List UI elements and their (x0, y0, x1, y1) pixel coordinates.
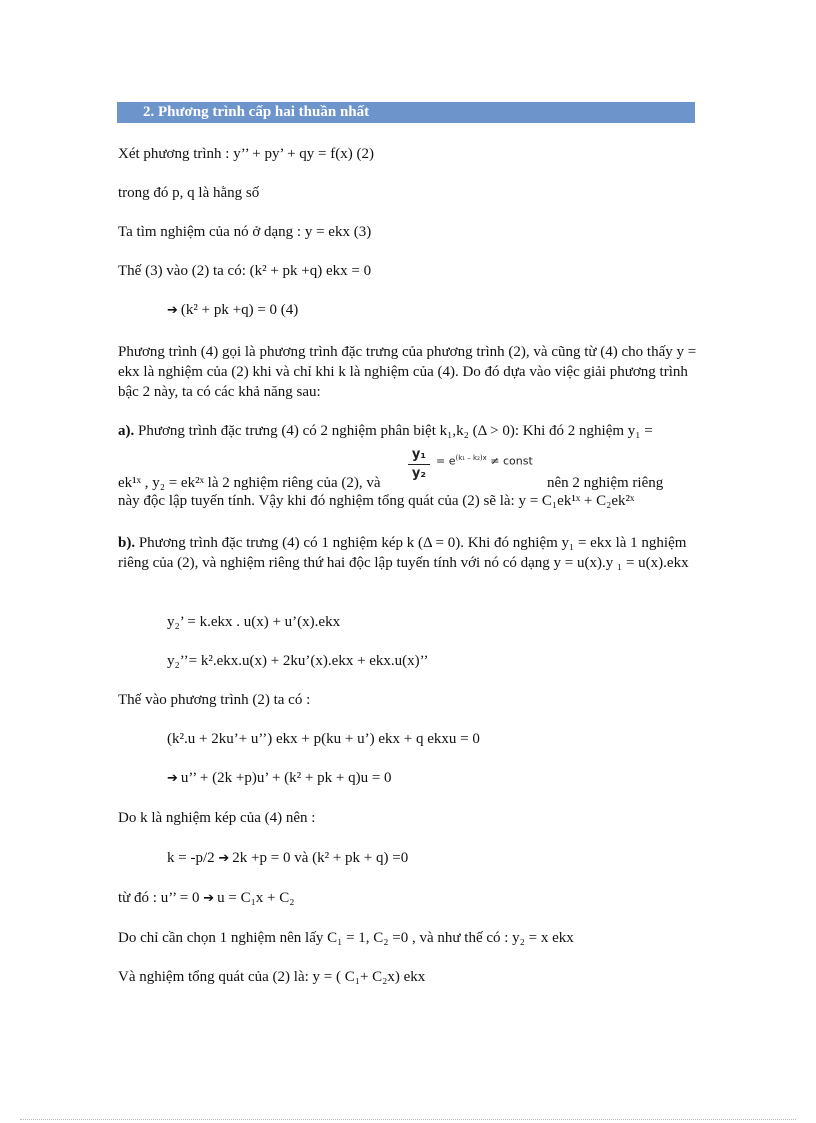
equation-text: u’’ + (2k +p)u’ + (k² + pk + q)u = 0 (180, 770, 392, 786)
fraction (408, 446, 430, 483)
case-a-line-3: này độc lập tuyến tính. Vậy khi đó nghiệm tổng quát của (2) sẽ là: y = C₁ek¹ˣ + C₂ek²ˣ (118, 493, 635, 509)
equation-line-1: Xét phương trình : y’’ + py’ + qy = f(x) (2) (118, 146, 374, 162)
case-a-line-2-right: nên 2 nghiệm riêng (547, 475, 664, 491)
case-a-line-2-left: ek¹ˣ , y₂ = ek²ˣ là 2 nghiệm riêng của (2), và (118, 475, 381, 491)
text-line-2: trong đó p, q là hằng số (118, 185, 260, 201)
text-line-6: Thế vào phương trình (2) ta có : (118, 692, 311, 708)
text-line-8-part1: từ đó : u’’ = 0 (118, 890, 200, 906)
text-line-8 (118, 889, 295, 908)
fraction-numerator: y₁ (408, 446, 430, 465)
arrow-right-icon: ➔ (218, 851, 230, 866)
equation-k-value (167, 849, 408, 868)
ratio-equals: = e (436, 454, 456, 468)
equation-k-part: k = -p/2 (167, 850, 215, 866)
case-b-paragraph (118, 533, 698, 573)
case-a-line-1 (118, 422, 653, 440)
ratio-tail: ≠ const (490, 454, 533, 468)
arrow-right-icon: ➔ (203, 891, 215, 906)
equation-simplified (167, 769, 392, 788)
equation-y2-prime: y₂’ = k.ekx . u(x) + u’(x).ekx (167, 614, 341, 630)
case-a-text-1: Phương trình đặc trưng (4) có 2 nghiệm phân biệt k₁,k₂ (Δ > 0): Khi đó 2 nghiệm y₁ = (138, 423, 653, 439)
text-line-7: Do k là nghiệm kép của (4) nên : (118, 810, 316, 826)
ratio-exponent: (k₁ – k₂)x (455, 454, 487, 462)
case-b-text: Phương trình đặc trưng (4) có 1 nghiệm kép k (Δ = 0). Khi đó nghiệm y₁ = ekx là 1 nghiệm riêng của (2), và nghiệm riêng thứ hai độc lập tuyến tính với nó có dạng y = u(x).y ₁ = u(x).ekx (118, 535, 689, 571)
case-b-label: b). (118, 535, 136, 551)
equation-k-result: 2k +p = 0 và (k² + pk + q) =0 (232, 850, 409, 866)
arrow-right-icon: ➔ (167, 771, 178, 786)
text-line-3: Ta tìm nghiệm của nó ở dạng : y = ekx (3) (118, 224, 372, 240)
case-a-label: a). (118, 423, 135, 439)
text-line-4: Thế (3) vào (2) ta có: (k² + pk +q) ekx = 0 (118, 263, 372, 279)
ratio-formula-rest (436, 454, 533, 468)
paragraph-1: Phương trình (4) gọi là phương trình đặc trưng của phương trình (2), và cũng từ (4) cho thấy y = ekx là nghiệm của (2) khi và chỉ khi k là nghiệm của (4). Do đó dựa vào việc giải phương trình bậc 2 này, ta có các khả năng sau: (118, 344, 697, 400)
fraction-denominator: y₂ (411, 466, 427, 481)
equation-text: (k² + pk +q) = 0 (4) (180, 302, 299, 318)
text-line-10: Và nghiệm tổng quát của (2) là: y = ( C₁+ C₂x) ekx (118, 969, 426, 985)
text-line-9: Do chỉ cần chọn 1 nghiệm nên lấy C₁ = 1, C₂ =0 , và như thế có : y₂ = x ekx (118, 930, 574, 946)
section-heading: 2. Phương trình cấp hai thuần nhất (117, 102, 695, 123)
equation-line-5 (167, 301, 298, 320)
equation-substituted: (k².u + 2ku’+ u’’) ekx + p(ku + u’) ekx + q ekxu = 0 (167, 731, 480, 747)
page-bottom-rule (20, 1119, 796, 1120)
equation-y2-double-prime: y₂’’= k².ekx.u(x) + 2ku’(x).ekx + ekx.u(x)’’ (167, 653, 429, 669)
text-line-8-part2: u = C₁x + C₂ (217, 890, 295, 906)
ratio-formula-image (404, 446, 551, 486)
arrow-right-icon: ➔ (167, 303, 178, 318)
